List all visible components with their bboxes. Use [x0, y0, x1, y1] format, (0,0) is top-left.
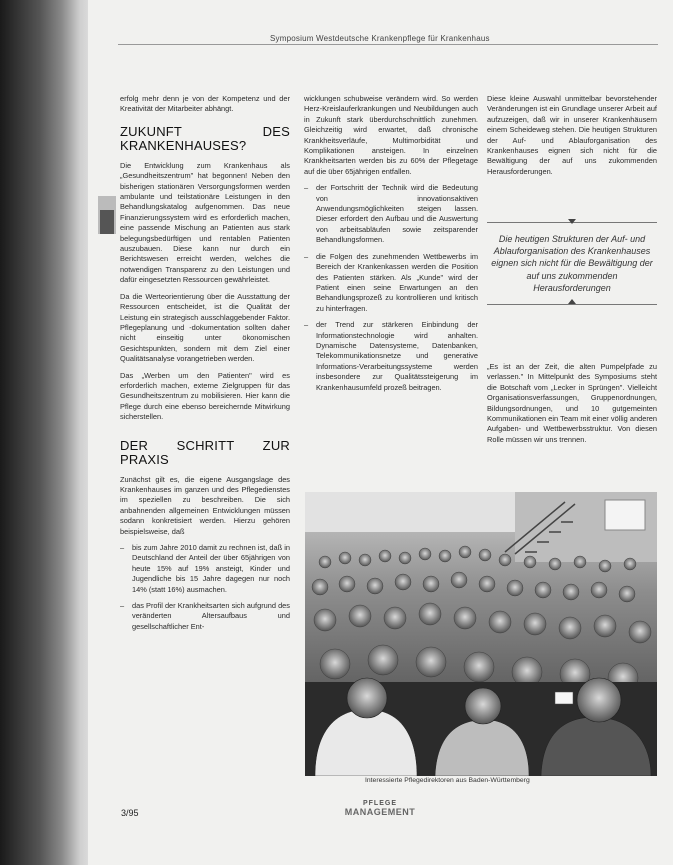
- paragraph: „Es ist an der Zeit, die alten Pumpelpfade zu verlassen." In Mittelpunkt des Symposiums steht die Botschaft vom „Lecker in Sprüngen". Vielleicht Organisationsverfassungen, Gruppenordnungen, Bildungsordnungen, und 10 gutgemeinten Kommunikationen ein Team mit einer völlig anderen Aufgaben- und Wettbewerbsstruktur. Von diesen Rolle müssen wir uns trennen.: [487, 362, 657, 444]
- paragraph: Da die Werteorientierung über die Ausstattung der Ressourcen entscheidet, ist die Qualität der Leistung ein strategisch ausschlaggebender Faktor. Pflegeplanung und -dokumentation sollten daher nicht einseitig unter ökonomischen Gesichtspunkten, sondern mit dem Ziel einer Qualitätsanalyse vorangetrieben werden.: [120, 291, 290, 364]
- magazine-logo: [335, 800, 425, 816]
- section-tab-marker-dark: [100, 210, 114, 234]
- bullet-item: – der Fortschritt der Technik wird die Bedeutung von innovationsaktiven Anwendungsmöglichkeiten steigen lassen. Dieser erfordert den Aufbau und die Auswertung von arbeitsabläufen sowie zeitsparender Behandlungsformen.: [304, 183, 478, 245]
- paragraph: wicklungen schubweise verändern wird. So werden Herz-Kreislauferkrankungen und Neubildungen auch in Zukunft stark überdurchschnittlich zunehmen. Gleichzeitig wird erwartet, daß chronische Krankheitsverläufe, Multimorbidität und Komplikationen ansteigen. In einzelnen Krankheitsarten werden bis zu 60% der Pflegetage auf die über 65jährigen entfallen.: [304, 94, 478, 176]
- pull-quote: [487, 222, 657, 305]
- paragraph: Diese kleine Auswahl unmittelbar bevorstehender Veränderungen ist ein Grundlage unserer Arbeit auf aufzuzeigen, daß wir in unserer Krankenhäusern einem Scheideweg stehen. Die heutigen Strukturen der Auf- und Ablauforganisation des Krankenhauses eignen sich nicht für die Bewältigung der auf uns zukommenden Herausforderungen.: [487, 94, 657, 176]
- logo-line-2: MANAGEMENT: [344, 807, 416, 817]
- pull-quote-top-rule: [487, 222, 657, 223]
- pull-quote-bottom-rule: [487, 304, 657, 305]
- intro-paragraph: erfolg mehr denn je von der Kompetenz und der Kreativität der Mitarbeiter abhängt.: [120, 94, 290, 114]
- bullet-item: – der Trend zur stärkeren Einbindung der Informationstechnologie wird anhalten. Dynamische Datensysteme, Datenbanken, Telekommunikationsnetze und generative Informations-Verarbeitungssysteme werden insbesondere zur Qualitätssteigerung im Krankenhausumfeld prozeß beitragen.: [304, 320, 478, 393]
- audience-photo: [305, 492, 657, 776]
- section-heading-zukunft: ZUKUNFT DES KRANKENHAUSES?: [120, 123, 290, 153]
- section-heading-praxis: DER SCHRITT ZUR PRAXIS: [120, 437, 290, 467]
- bullet-item: – das Profil der Krankheitsarten sich aufgrund des veränderten Altersaufbaus und gesellschaftlicher Ent-: [120, 601, 290, 632]
- paragraph: Die Entwicklung zum Krankenhaus als „Gesundheitszentrum" hat begonnen! Neben den bisherigen stationären Versorgungsformen werden ambulante und teilstationäre Leistungen in den Behandlungskatalog aufgenommen. Das neue Finanzierungssystem wird es erforderlich machen, eine passende Mischung an Patienten aus stark belegungsbedürftigen und rentablen Patienten auszubauen. Diese kann nur durch ein Berichtswesen erreicht werden, welches die notwendigen Transparenz zu den Leistungen und dafür eingesetzten Ressourcen gewährleistet.: [120, 160, 290, 285]
- bullet-item: – bis zum Jahre 2010 damit zu rechnen ist, daß in Deutschland der Anteil der über 65jährigen von heute 15% auf 19% ansteigt, Kinder und Jugendliche bis 15 Jahre dagegen nur noch 14% (statt 16%) ausmachen.: [120, 543, 290, 595]
- header-rule: [118, 44, 658, 45]
- running-head: Symposium Westdeutsche Krankenpflege für Krankenhaus: [270, 34, 490, 43]
- photo-caption: Interessierte Pflegedirektoren aus Baden-Württemberg: [365, 777, 530, 784]
- column-2: [304, 94, 478, 399]
- paragraph: Zunächst gilt es, die eigene Ausgangslage des Krankenhauses im ganzen und des Pflegedienstes im speziellen zu beschreiben. Die sich anbahnenden allgemeinen Entwicklungen müssen sodann konkretisiert werden. Hierzu gehören beispielsweise, daß: [120, 474, 290, 536]
- logo-line-1: PFLEGE: [362, 800, 397, 807]
- paragraph: Das „Werben um den Patienten" wird es erforderlich machen, externe Zielgruppen für das Gesundheitszentrum zu mobilisieren. Hier kann die Pflege durch eine ebenso bereichernde Mitwirkung sicherstellen.: [120, 370, 290, 422]
- bullet-item: – die Folgen des zunehmenden Wettbewerbs im Bereich der Krankenkassen werden die Position des Patienten stärken. Als „Kunde" wird der Patient einen seine Erwartungen an den Behandlungsprozeß zu kontrollieren und kritisch zu hinterfragen.: [304, 252, 478, 314]
- pull-quote-text: Die heutigen Strukturen der Auf- und Ablauforganisation des Krankenhauses eignen sich nicht für die Bewältigung der auf uns zukommenden Herausforderungen: [491, 234, 653, 293]
- column-1: [120, 94, 290, 638]
- column-3: [487, 94, 657, 183]
- column-3-continued: [487, 362, 657, 451]
- page-number: 3/95: [121, 808, 139, 818]
